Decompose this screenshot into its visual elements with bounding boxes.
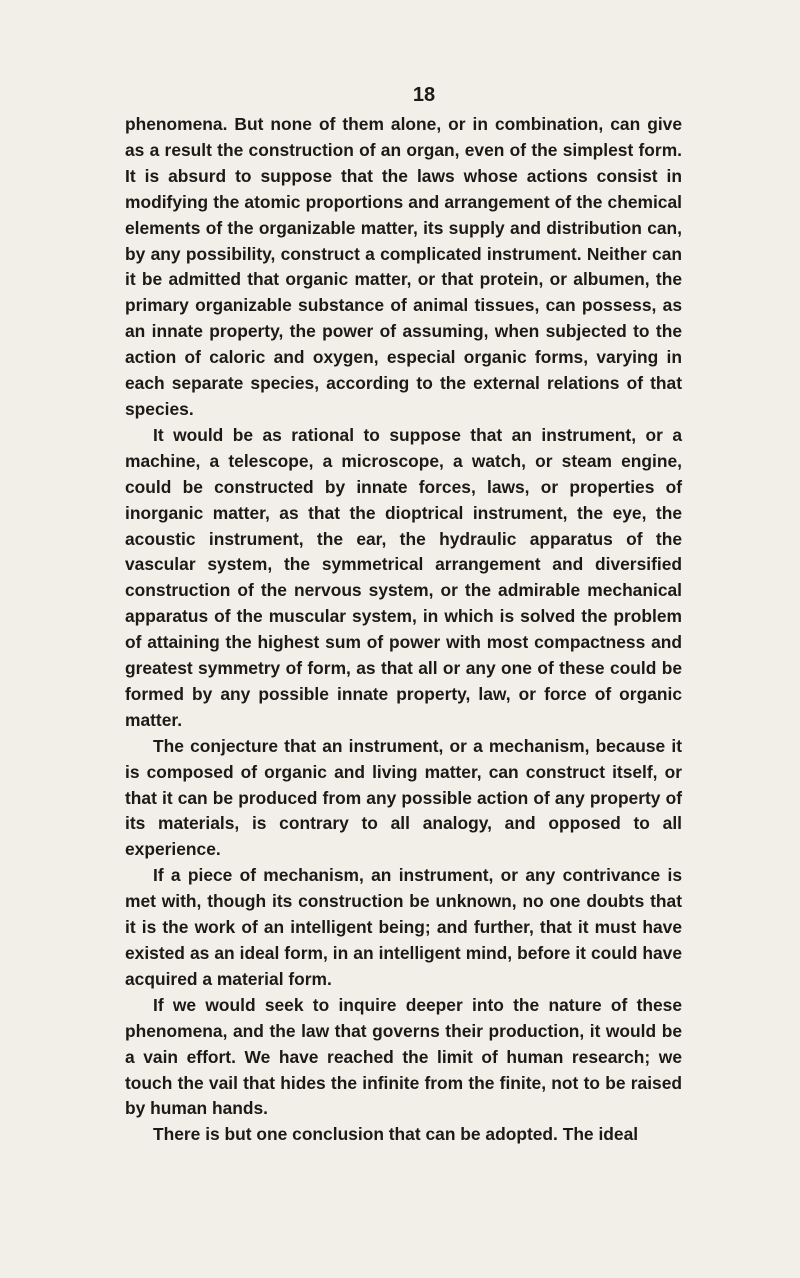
paragraph-2: It would be as rational to suppose that an instrument, or a machine, a telescope, a microscope, a watch, or steam engine, could be constructed by innate forces, laws, or properties of inorganic matter, as that the dioptrical instrument, the eye, the acoustic instrument, the ear, the hydraulic apparatus of the vascular system, the symmetrical arrangement and diversified construction of the nervous system, or the admirable mechanical apparatus of the muscular system, in which is solved the problem of attaining the highest sum of power with most compactness and greatest symmetry of form, as that all or any one of these could be formed by any possible innate property, law, or force of organic matter. xyxy=(125,424,682,730)
paragraph-5: If we would seek to inquire deeper into the nature of these phenomena, and the law that governs their production, it would be a vain effort. We have reached the limit of human research; we touch the vail that hides the infinite from the finite, not to be raised by human hands. xyxy=(125,994,682,1119)
paragraph-3: The conjecture that an instrument, or a mechanism, because it is composed of organic and living matter, can construct itself, or that it can be produced from any possible action of any property of its materials, is contrary to all analogy, and opposed to all experience. xyxy=(125,735,682,860)
body-text xyxy=(125,112,682,1148)
paragraph-1: phenomena. But none of them alone, or in combination, can give as a result the construction of an organ, even of the simplest form. It is absurd to suppose that the laws whose actions consist in modifying the atomic proportions and arrangement of the chemical elements of the organizable matter, its supply and distribution can, by any possibility, construct a complicated instrument. Neither can it be admitted that organic matter, or that protein, or albumen, the primary organizable substance of animal tissues, can possess, as an innate property, the power of assuming, when subjected to the action of caloric and oxygen, especial organic forms, varying in each separate species, according to the external relations of that species. xyxy=(125,114,682,419)
paragraph-4: If a piece of mechanism, an instrument, or any contrivance is met with, though its construction be unknown, no one doubts that it is the work of an intelligent being; and further, that it must have existed as an ideal form, in an intelligent mind, before it could have acquired a material form. xyxy=(125,865,682,989)
page-number: 18 xyxy=(412,84,436,106)
paragraph-6: There is but one conclusion that can be adopted. The ideal xyxy=(153,1124,639,1145)
